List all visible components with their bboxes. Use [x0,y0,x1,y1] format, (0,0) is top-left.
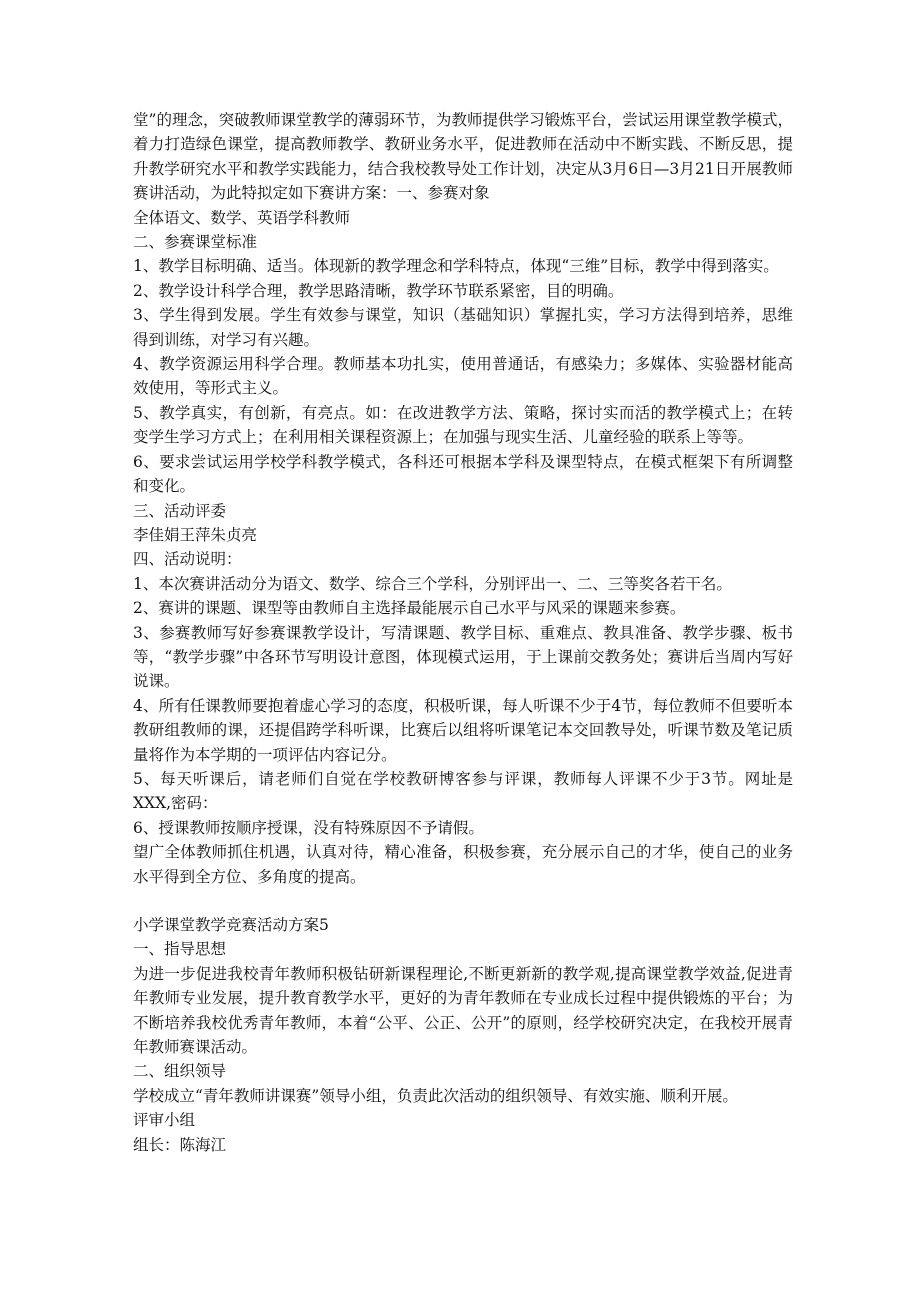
section-gap [133,889,793,913]
plan4-standard-item: 4、教学资源运用科学合理。教师基本功扎实，使用普通话，有感染力；多媒体、实验器材能高效使用，等形式主义。 [133,355,793,398]
document-body [133,108,793,1157]
plan4-standards-heading: 二、参赛课堂标准 [133,233,258,252]
plan4-participants: 全体语文、数学、英语学科教师 [133,208,351,227]
plan4-note-item: 4、所有任课教师要抱着虚心学习的态度，积极听课，每人听课不少于4节，每位教师不但要听本教研组教师的课，还提倡跨学科听课，比赛后以组将听课笔记本交回教导处，听课节数及笔记质量将作为本学期的一项评估内容记分。 [133,696,793,764]
plan4-judges-heading: 三、活动评委 [133,501,227,520]
plan4-standard-item: 1、教学目标明确、适当。体现新的教学理念和学科特点，体现“三维”目标，教学中得到落实。 [133,257,779,276]
plan4-standard-item: 2、教学设计科学合理，教学思路清晰，教学环节联系紧密，目的明确。 [133,281,624,300]
plan4-note-item: 3、参赛教师写好参赛课教学设计，写清课题、教学目标、重难点、教具准备、教学步骤、板书等，“教学步骤”中各环节写明设计意图，体现模式运用，于上课前交教务处；赛讲后当周内写好说课。 [133,623,793,691]
plan4-standard-item: 3、学生得到发展。学生有效参与课堂，知识（基础知识）掌握扎实，学习方法得到培养，思维得到训练，对学习有兴趣。 [133,306,793,349]
plan5-title: 小学课堂教学竞赛活动方案5 [133,916,329,934]
plan4-closing: 望广全体教师抓住机遇，认真对待，精心准备，积极参赛，充分展示自己的才华，使自己的业务水平得到全方位、多角度的提高。 [133,843,793,886]
plan4-notes-heading: 四、活动说明： [133,550,242,569]
plan4-intro-paragraph: 堂”的理念，突破教师课堂教学的薄弱环节，为教师提供学习锻炼平台，尝试运用课堂教学模式，着力打造绿色课堂，提高教师教学、教研业务水平，促进教师在活动中不断实践、不断反思，提升教学研究水平和教学实践能力，结合我校教导处工作计划，决定从3月6日—3月21日开展教师赛讲活动，为此特拟定如下赛讲方案：一、参赛对象 [133,111,793,203]
plan5-org-text: 学校成立“青年教师讲课赛”领导小组，负责此次活动的组织领导、有效实施、顺利开展。 [133,1086,738,1105]
plan4-note-item: 2、赛讲的课题、课型等由教师自主选择最能展示自己水平与风采的课题来参赛。 [133,599,686,618]
plan4-note-item: 6、授课教师按顺序授课，没有特殊原因不予请假。 [133,818,484,837]
plan5-guide-heading: 一、指导思想 [133,940,227,959]
plan5-guide-text: 为进一步促进我校青年教师积极钻研新课程理论,不断更新新的教学观,提高课堂教学效益,促进青年教师专业发展，提升教育教学水平，更好的为青年教师在专业成长过程中提供锻炼的平台；为不断培养我校优秀青年教师，本着“公平、公正、公开”的原则，经学校研究决定，在我校开展青年教师赛课活动。 [133,964,793,1057]
plan5-review-group: 评审小组 [133,1111,196,1130]
plan4-standard-item: 5、教学真实，有创新，有亮点。如：在改进教学方法、策略，探讨实而活的教学模式上；在转变学生学习方式上；在利用相关课程资源上；在加强与现实生活、儿童经验的联系上等等。 [133,403,793,447]
plan4-note-item: 1、本次赛讲活动分为语文、数学、综合三个学科，分别评出一、二、三等奖各若干名。 [133,574,732,593]
plan5-org-heading: 二、组织领导 [133,1062,227,1081]
plan4-standard-item: 6、要求尝试运用学校学科教学模式，各科还可根据本学科及课型特点，在模式框架下有所调整和变化。 [133,452,793,496]
plan4-note-item: 5、每天听课后，请老师们自觉在学校教研博客参与评课，教师每人评课不少于3节。网址是XXX,密码： [133,769,793,813]
plan5-leader: 组长：陈海江 [133,1135,227,1154]
plan4-judges: 李佳娟王萍朱贞亮 [133,525,258,544]
